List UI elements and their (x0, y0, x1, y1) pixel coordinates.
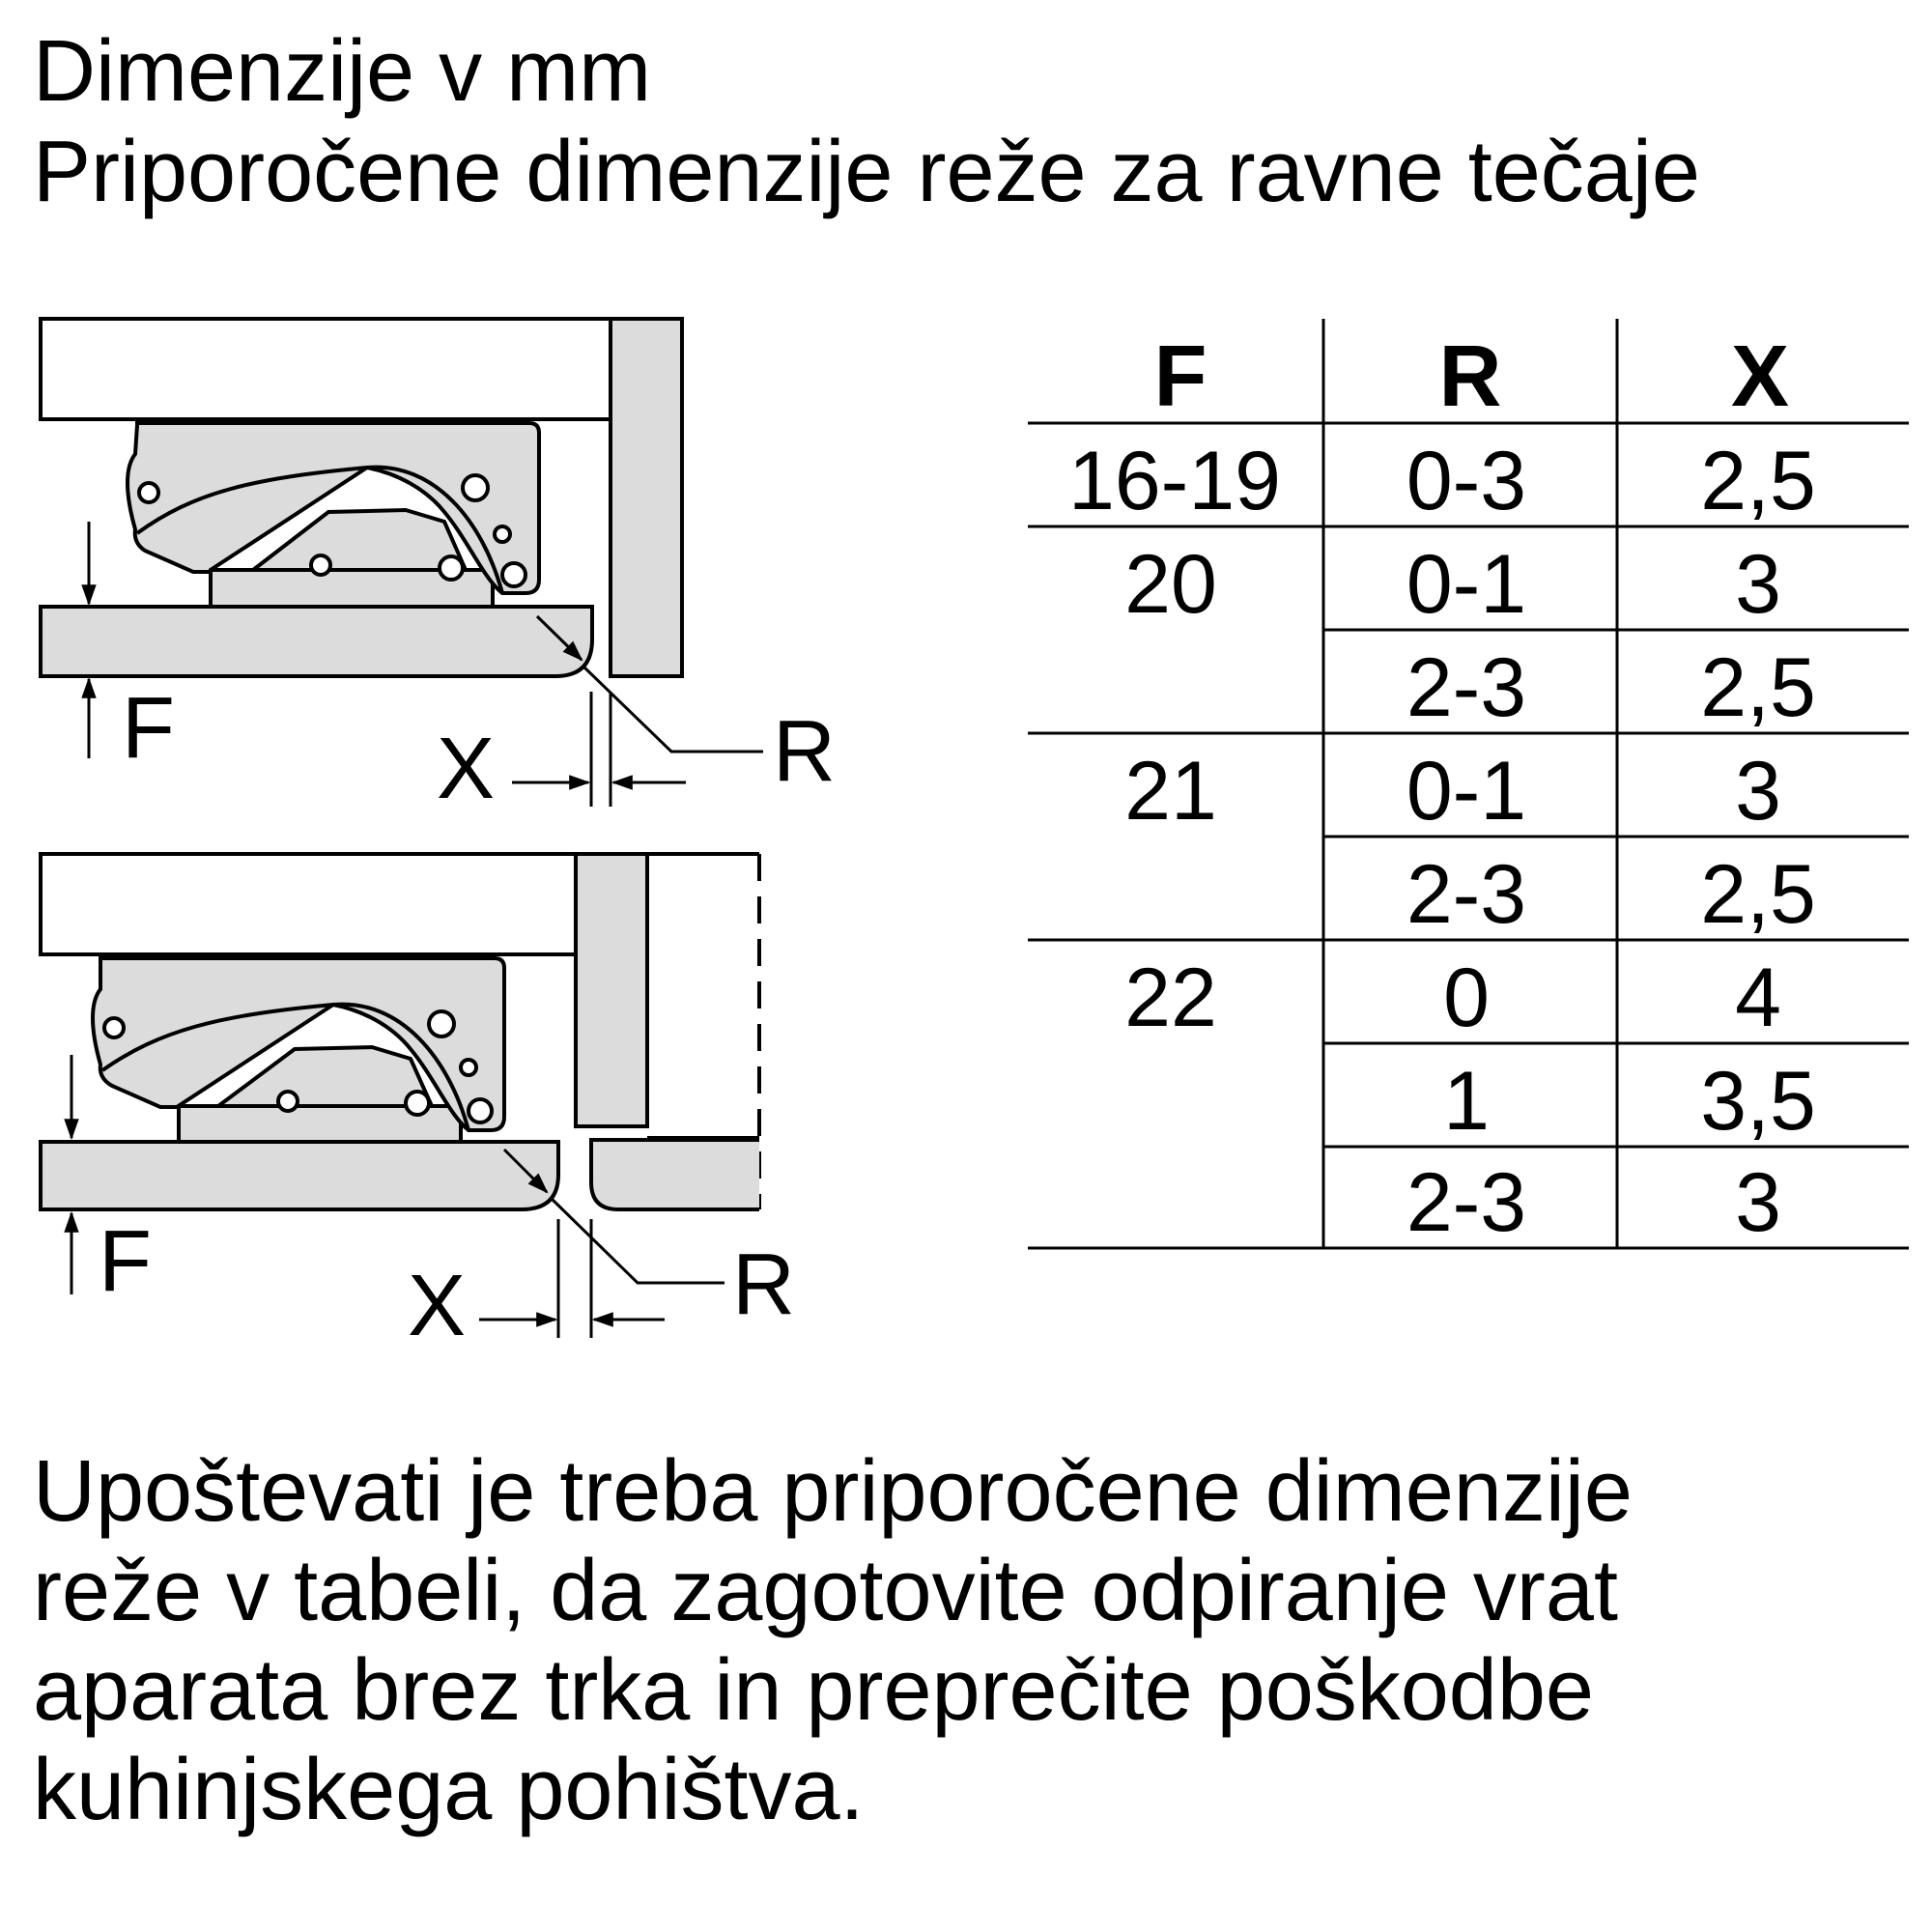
heading-units: Dimenzije v mm (33, 23, 652, 120)
hinge-screw (461, 1060, 476, 1075)
table-header-r: R (1438, 328, 1502, 425)
heading-title: Priporočene dimenzije reže za ravne tečaje (33, 124, 1700, 220)
cabinet-panel (41, 854, 576, 954)
hinge-screw (139, 483, 158, 502)
hinge-screw (429, 1011, 454, 1037)
neighbor-door (591, 1140, 759, 1209)
note-line: Upoštevati je treba priporočene dimenzije (33, 1443, 1633, 1540)
table-cell-x: 3 (1735, 538, 1781, 631)
hinge-screw (469, 1099, 492, 1122)
hinge-screw (502, 563, 526, 586)
hinge-screw (463, 475, 488, 500)
table-cell-x: 3 (1735, 745, 1781, 838)
note-line: aparata brez trka in preprečite poškodbe (33, 1642, 1594, 1739)
table-cell-x: 2,5 (1700, 641, 1816, 734)
table-cell-r: 0-1 (1406, 538, 1527, 631)
table-cell-r: 0 (1443, 952, 1490, 1044)
table-cell-x: 2,5 (1700, 848, 1816, 941)
cabinet-panel (41, 319, 611, 419)
table-cell-r: 2-3 (1406, 1156, 1527, 1249)
cabinet-side (576, 854, 647, 1126)
hinge-screw (495, 526, 510, 542)
table-header-x: X (1730, 328, 1790, 425)
door-panel (41, 1142, 558, 1209)
table-cell-r: 0-3 (1406, 435, 1527, 527)
hinge-screw (104, 1018, 124, 1037)
table-cell-r: 1 (1443, 1055, 1490, 1148)
note-line: kuhinjskega pohištva. (33, 1742, 865, 1838)
hinge-screw (278, 1092, 298, 1111)
hinge-screw (406, 1092, 429, 1115)
table-cell-r: 0-1 (1406, 745, 1527, 838)
table-cell-r: 2-3 (1406, 848, 1527, 941)
label-f-bottom: F (99, 1213, 152, 1310)
dimension-table (1028, 319, 1909, 1249)
note-line: reže v tabeli, da zagotovite odpiranje vrat (33, 1543, 1618, 1639)
label-f-top: F (122, 680, 175, 777)
table-cell-x: 2,5 (1700, 435, 1816, 527)
table-cell-x: 3,5 (1700, 1055, 1816, 1148)
installation-note (33, 1442, 1868, 1840)
table-header-f: F (1153, 328, 1208, 425)
table-cell-f: 16-19 (1068, 435, 1281, 527)
hinge-screw (440, 556, 463, 580)
label-x-top: X (437, 721, 496, 817)
table-cell-f: 21 (1124, 745, 1217, 838)
table-cell-x: 3 (1735, 1156, 1781, 1249)
table-cell-x: 4 (1735, 952, 1781, 1044)
table-cell-r: 2-3 (1406, 641, 1527, 734)
table-cell-f: 20 (1124, 538, 1217, 631)
door-panel (41, 607, 592, 676)
label-x-bottom: X (408, 1258, 467, 1354)
cabinet-side (611, 319, 682, 676)
hinge-screw (311, 555, 330, 575)
table-cell-f: 22 (1124, 952, 1217, 1044)
label-r-bottom: R (732, 1236, 795, 1333)
label-r-top: R (773, 703, 836, 800)
